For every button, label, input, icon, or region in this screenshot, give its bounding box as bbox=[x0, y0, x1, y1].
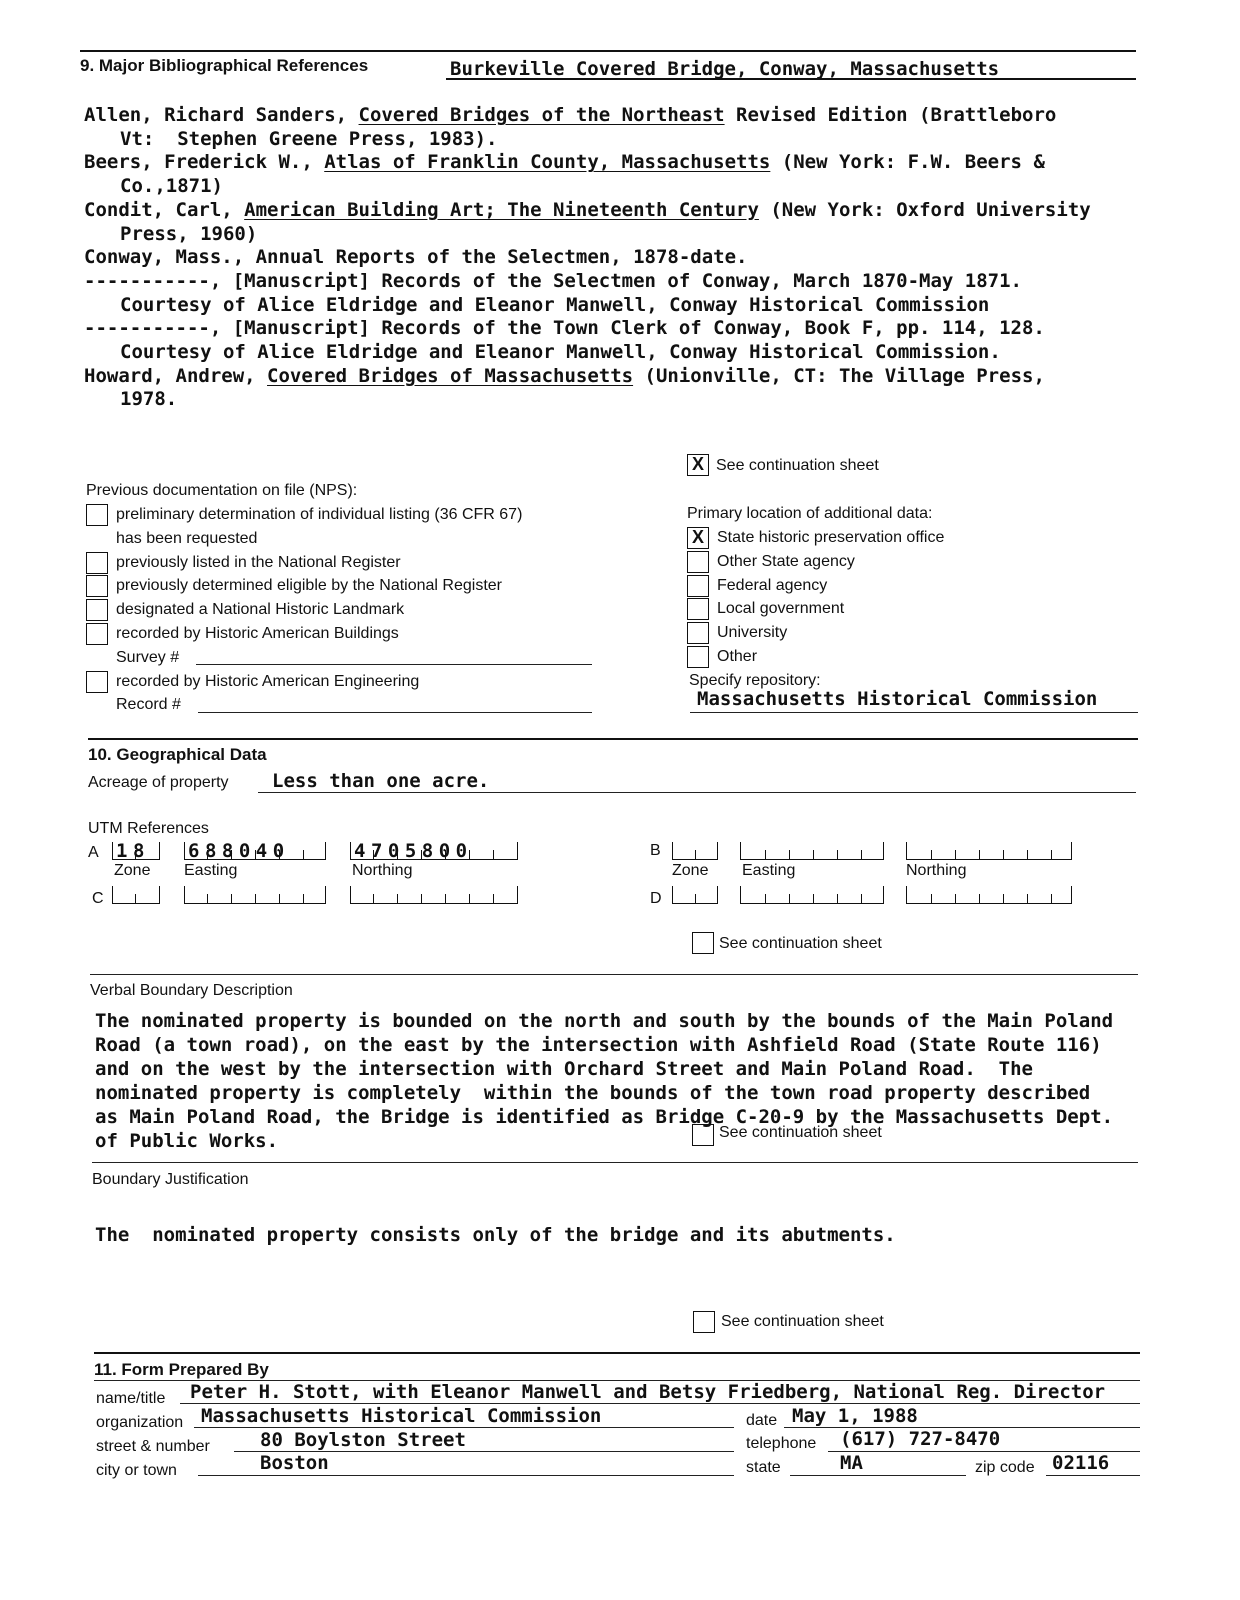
utm-a-northing: 4705800 bbox=[354, 840, 473, 862]
verbal-boundary-line: nominated property is completely within the bounds of the town road property described bbox=[95, 1082, 1091, 1104]
primary-location-label: University bbox=[717, 624, 788, 642]
bibliography-text: Howard, Andrew, bbox=[84, 364, 268, 387]
utm-b-zone-box[interactable] bbox=[672, 842, 718, 860]
verbal-boundary-line: as Main Poland Road, the Bridge is identified as Bridge C-20-9 by the Massachusetts Dept. bbox=[95, 1106, 1114, 1128]
zone-label-a: Zone bbox=[114, 862, 151, 879]
previous-doc-label: recorded by Historic American Buildings bbox=[116, 625, 399, 642]
utm-d-letter: D bbox=[650, 890, 662, 907]
bibliography-text: (New York: Oxford University bbox=[758, 198, 1091, 221]
previous-doc-label: Survey # bbox=[116, 648, 180, 666]
bibliography-line bbox=[84, 270, 1194, 294]
continuation-label-utm: See continuation sheet bbox=[719, 935, 882, 952]
telephone-label: telephone bbox=[746, 1435, 817, 1452]
city-label: city or town bbox=[96, 1462, 177, 1479]
northing-label-b: Northing bbox=[906, 862, 967, 879]
previous-doc-label: previously determined eligible by the National Register bbox=[116, 577, 502, 595]
state-value: MA bbox=[840, 1452, 863, 1474]
bibliography-text: 1978. bbox=[120, 388, 178, 411]
utm-bottom-line bbox=[90, 974, 1138, 975]
name-title-line bbox=[180, 1403, 1140, 1404]
bibliography-line bbox=[84, 317, 1194, 341]
bibliography-text: Revised Edition (Brattleboro bbox=[724, 104, 1057, 126]
continuation-label-9: See continuation sheet bbox=[716, 457, 879, 474]
bibliography-line bbox=[84, 294, 1194, 318]
utm-b-letter: B bbox=[650, 842, 661, 859]
name-title-value: Peter H. Stott, with Eleanor Manwell and Betsy Friedberg, National Reg. Director bbox=[190, 1381, 1106, 1403]
bibliography-text: Beers, Frederick W., bbox=[84, 151, 325, 174]
bibliography-list bbox=[84, 104, 1194, 412]
bibliography-line bbox=[84, 104, 1194, 128]
verbal-boundary-line: and on the west by the intersection with Orchard Street and Main Poland Road. The bbox=[95, 1058, 1033, 1080]
section11-rule bbox=[94, 1352, 1140, 1354]
section10-heading: 10. Geographical Data bbox=[88, 745, 267, 764]
previous-doc-checkbox[interactable] bbox=[86, 671, 108, 693]
bibliography-line bbox=[84, 388, 1194, 412]
primary-location-label: State historic preservation office bbox=[717, 529, 945, 546]
bibliography-title: Covered Bridges of Massachusetts bbox=[267, 364, 634, 387]
primary-location-checkbox[interactable] bbox=[687, 622, 709, 644]
top-rule bbox=[80, 50, 1136, 52]
bibliography-text: Courtesy of Alice Eldridge and Eleanor Manwell, Conway Historical Commission bbox=[120, 293, 990, 316]
utm-a-letter: A bbox=[88, 844, 99, 861]
boundary-justification-label: Boundary Justification bbox=[92, 1171, 249, 1188]
primary-location-title: Primary location of additional data: bbox=[687, 505, 933, 522]
primary-location-label: Other State agency bbox=[717, 552, 855, 570]
previous-doc-checkbox[interactable] bbox=[86, 623, 108, 645]
utm-c-northing-box[interactable] bbox=[350, 886, 518, 904]
verbal-boundary-line: The nominated property is bounded on the north and south by the bounds of the Main Poland bbox=[95, 1010, 1114, 1032]
bibliography-line bbox=[84, 365, 1194, 389]
previous-doc-title: Previous documentation on file (NPS): bbox=[86, 482, 358, 499]
verbal-boundary-line: Road (a town road), on the east by the intersection with Ashfield Road (State Route 116) bbox=[95, 1034, 1102, 1056]
bibliography-text: (Unionville, CT: The Village Press, bbox=[633, 364, 1045, 387]
northing-label-a: Northing bbox=[352, 862, 413, 879]
zip-value: 02116 bbox=[1052, 1452, 1110, 1474]
primary-location-checkbox[interactable] bbox=[687, 575, 709, 597]
bibliography-line bbox=[84, 128, 1194, 152]
bibliography-text: Courtesy of Alice Eldridge and Eleanor Manwell, Conway Historical Commission. bbox=[120, 341, 1001, 364]
easting-label-a: Easting bbox=[184, 862, 238, 879]
verbal-boundary-label: Verbal Boundary Description bbox=[90, 982, 293, 999]
bibliography-text: Condit, Carl, bbox=[84, 198, 245, 221]
boundary-justification-text: The nominated property consists only of the bridge and its abutments. bbox=[95, 1224, 896, 1246]
telephone-value: (617) 727-8470 bbox=[840, 1428, 1001, 1450]
organization-line bbox=[194, 1427, 734, 1428]
primary-location-checkbox[interactable] bbox=[687, 646, 709, 668]
previous-doc-label: recorded by Historic American Engineering bbox=[116, 672, 420, 690]
organization-label: organization bbox=[96, 1414, 184, 1431]
bibliography-line bbox=[84, 246, 1194, 270]
street-value: 80 Boylston Street bbox=[260, 1429, 466, 1451]
utm-d-zone-box[interactable] bbox=[672, 886, 718, 904]
utm-c-zone-box[interactable] bbox=[112, 886, 160, 904]
utm-d-easting-box[interactable] bbox=[740, 886, 884, 904]
easting-label-b: Easting bbox=[742, 862, 796, 879]
previous-doc-checkbox[interactable] bbox=[86, 552, 108, 574]
organization-value: Massachusetts Historical Commission bbox=[201, 1405, 602, 1427]
section9-heading: 9. Major Bibliographical References bbox=[80, 56, 369, 75]
utm-references-label: UTM References bbox=[88, 820, 209, 837]
previous-doc-label: previously listed in the National Register bbox=[116, 553, 401, 571]
section11-heading: 11. Form Prepared By bbox=[94, 1360, 269, 1379]
bibliography-text: Conway, Mass., Annual Reports of the Selectmen, 1878-date. bbox=[84, 246, 748, 269]
subject-underline bbox=[446, 78, 1136, 80]
bibliography-text: Press, 1960) bbox=[120, 222, 258, 245]
bibliography-text: Co.,1871) bbox=[120, 175, 223, 198]
previous-doc-checkbox[interactable] bbox=[86, 504, 108, 526]
bibliography-line bbox=[84, 341, 1194, 365]
section10-rule bbox=[88, 738, 1138, 740]
city-value: Boston bbox=[260, 1452, 329, 1474]
zone-label-b: Zone bbox=[672, 862, 709, 879]
continuation-checkbox-9[interactable]: X bbox=[687, 454, 709, 476]
city-line bbox=[198, 1475, 734, 1476]
previous-doc-label: designated a National Historic Landmark bbox=[116, 601, 405, 619]
primary-location-checkbox[interactable] bbox=[687, 598, 709, 620]
utm-a-easting: 688040 bbox=[188, 840, 290, 862]
name-title-label: name/title bbox=[96, 1390, 166, 1407]
previous-doc-checkbox[interactable] bbox=[86, 575, 108, 597]
previous-doc-label: Record # bbox=[116, 696, 181, 714]
zip-line bbox=[1046, 1475, 1140, 1476]
acreage-line bbox=[258, 792, 1136, 793]
survey-number-line bbox=[196, 664, 592, 665]
section9-subject: Burkeville Covered Bridge, Conway, Massachusetts bbox=[450, 58, 1000, 80]
date-label: date bbox=[746, 1412, 778, 1429]
bibliography-line bbox=[84, 223, 1194, 247]
utm-c-letter: C bbox=[92, 890, 104, 907]
previous-doc-label: has been requested bbox=[116, 529, 258, 547]
primary-location-checkbox[interactable] bbox=[687, 551, 709, 573]
verbal-bottom-line bbox=[92, 1162, 1138, 1163]
primary-location-label: Local government bbox=[717, 600, 845, 618]
verbal-boundary-text bbox=[95, 1009, 1113, 1153]
repository-value: Massachusetts Historical Commission bbox=[697, 688, 1098, 710]
acreage-label: Acreage of property bbox=[88, 774, 229, 791]
state-label: state bbox=[746, 1459, 781, 1476]
continuation-checkbox-verbal[interactable] bbox=[692, 1124, 714, 1146]
record-number-line bbox=[198, 712, 592, 713]
zip-label: zip code bbox=[975, 1459, 1035, 1476]
primary-location-label: Other bbox=[717, 648, 758, 665]
continuation-label-justification: See continuation sheet bbox=[721, 1313, 884, 1330]
previous-doc-label: preliminary determination of individual listing (36 CFR 67) bbox=[116, 506, 523, 523]
bibliography-line bbox=[84, 199, 1194, 223]
bibliography-text: -----------, [Manuscript] Records of the Selectmen of Conway, March 1870-May 1871. bbox=[84, 269, 1022, 292]
specify-repository-label: Specify repository: bbox=[689, 672, 821, 689]
utm-b-easting-box[interactable] bbox=[740, 842, 884, 860]
acreage-value: Less than one acre. bbox=[272, 770, 490, 792]
bibliography-text: Vt: Stephen Greene Press, 1983). bbox=[120, 127, 498, 150]
continuation-checkbox-utm[interactable] bbox=[692, 932, 714, 954]
bibliography-title: Atlas of Franklin County, Massachusetts bbox=[324, 151, 771, 174]
utm-c-easting-box[interactable] bbox=[184, 886, 326, 904]
bibliography-line bbox=[84, 151, 1194, 175]
bibliography-title: American Building Art; The Nineteenth Century bbox=[244, 198, 759, 221]
utm-a-zone: 18 bbox=[116, 840, 150, 862]
bibliography-line bbox=[84, 175, 1194, 199]
continuation-label-verbal: See continuation sheet bbox=[719, 1124, 882, 1141]
primary-location-label: Federal agency bbox=[717, 576, 828, 594]
continuation-checkbox-justification[interactable] bbox=[693, 1311, 715, 1333]
bibliography-text: Allen, Richard Sanders, bbox=[84, 104, 359, 126]
date-value: May 1, 1988 bbox=[792, 1405, 918, 1427]
state-line bbox=[790, 1475, 966, 1476]
utm-d-northing-box[interactable] bbox=[906, 886, 1072, 904]
previous-doc-checkbox[interactable] bbox=[86, 599, 108, 621]
bibliography-text: (New York: F.W. Beers & bbox=[770, 151, 1045, 174]
primary-location-checkbox[interactable]: X bbox=[687, 527, 709, 549]
verbal-boundary-line: of Public Works. bbox=[95, 1130, 279, 1152]
utm-b-northing-box[interactable] bbox=[906, 842, 1072, 860]
street-label: street & number bbox=[96, 1438, 210, 1455]
bibliography-title: Covered Bridges of the Northeast bbox=[358, 104, 725, 126]
repository-line bbox=[690, 712, 1138, 713]
bibliography-text: -----------, [Manuscript] Records of the Town Clerk of Conway, Book F, pp. 114, 128. bbox=[84, 317, 1045, 340]
